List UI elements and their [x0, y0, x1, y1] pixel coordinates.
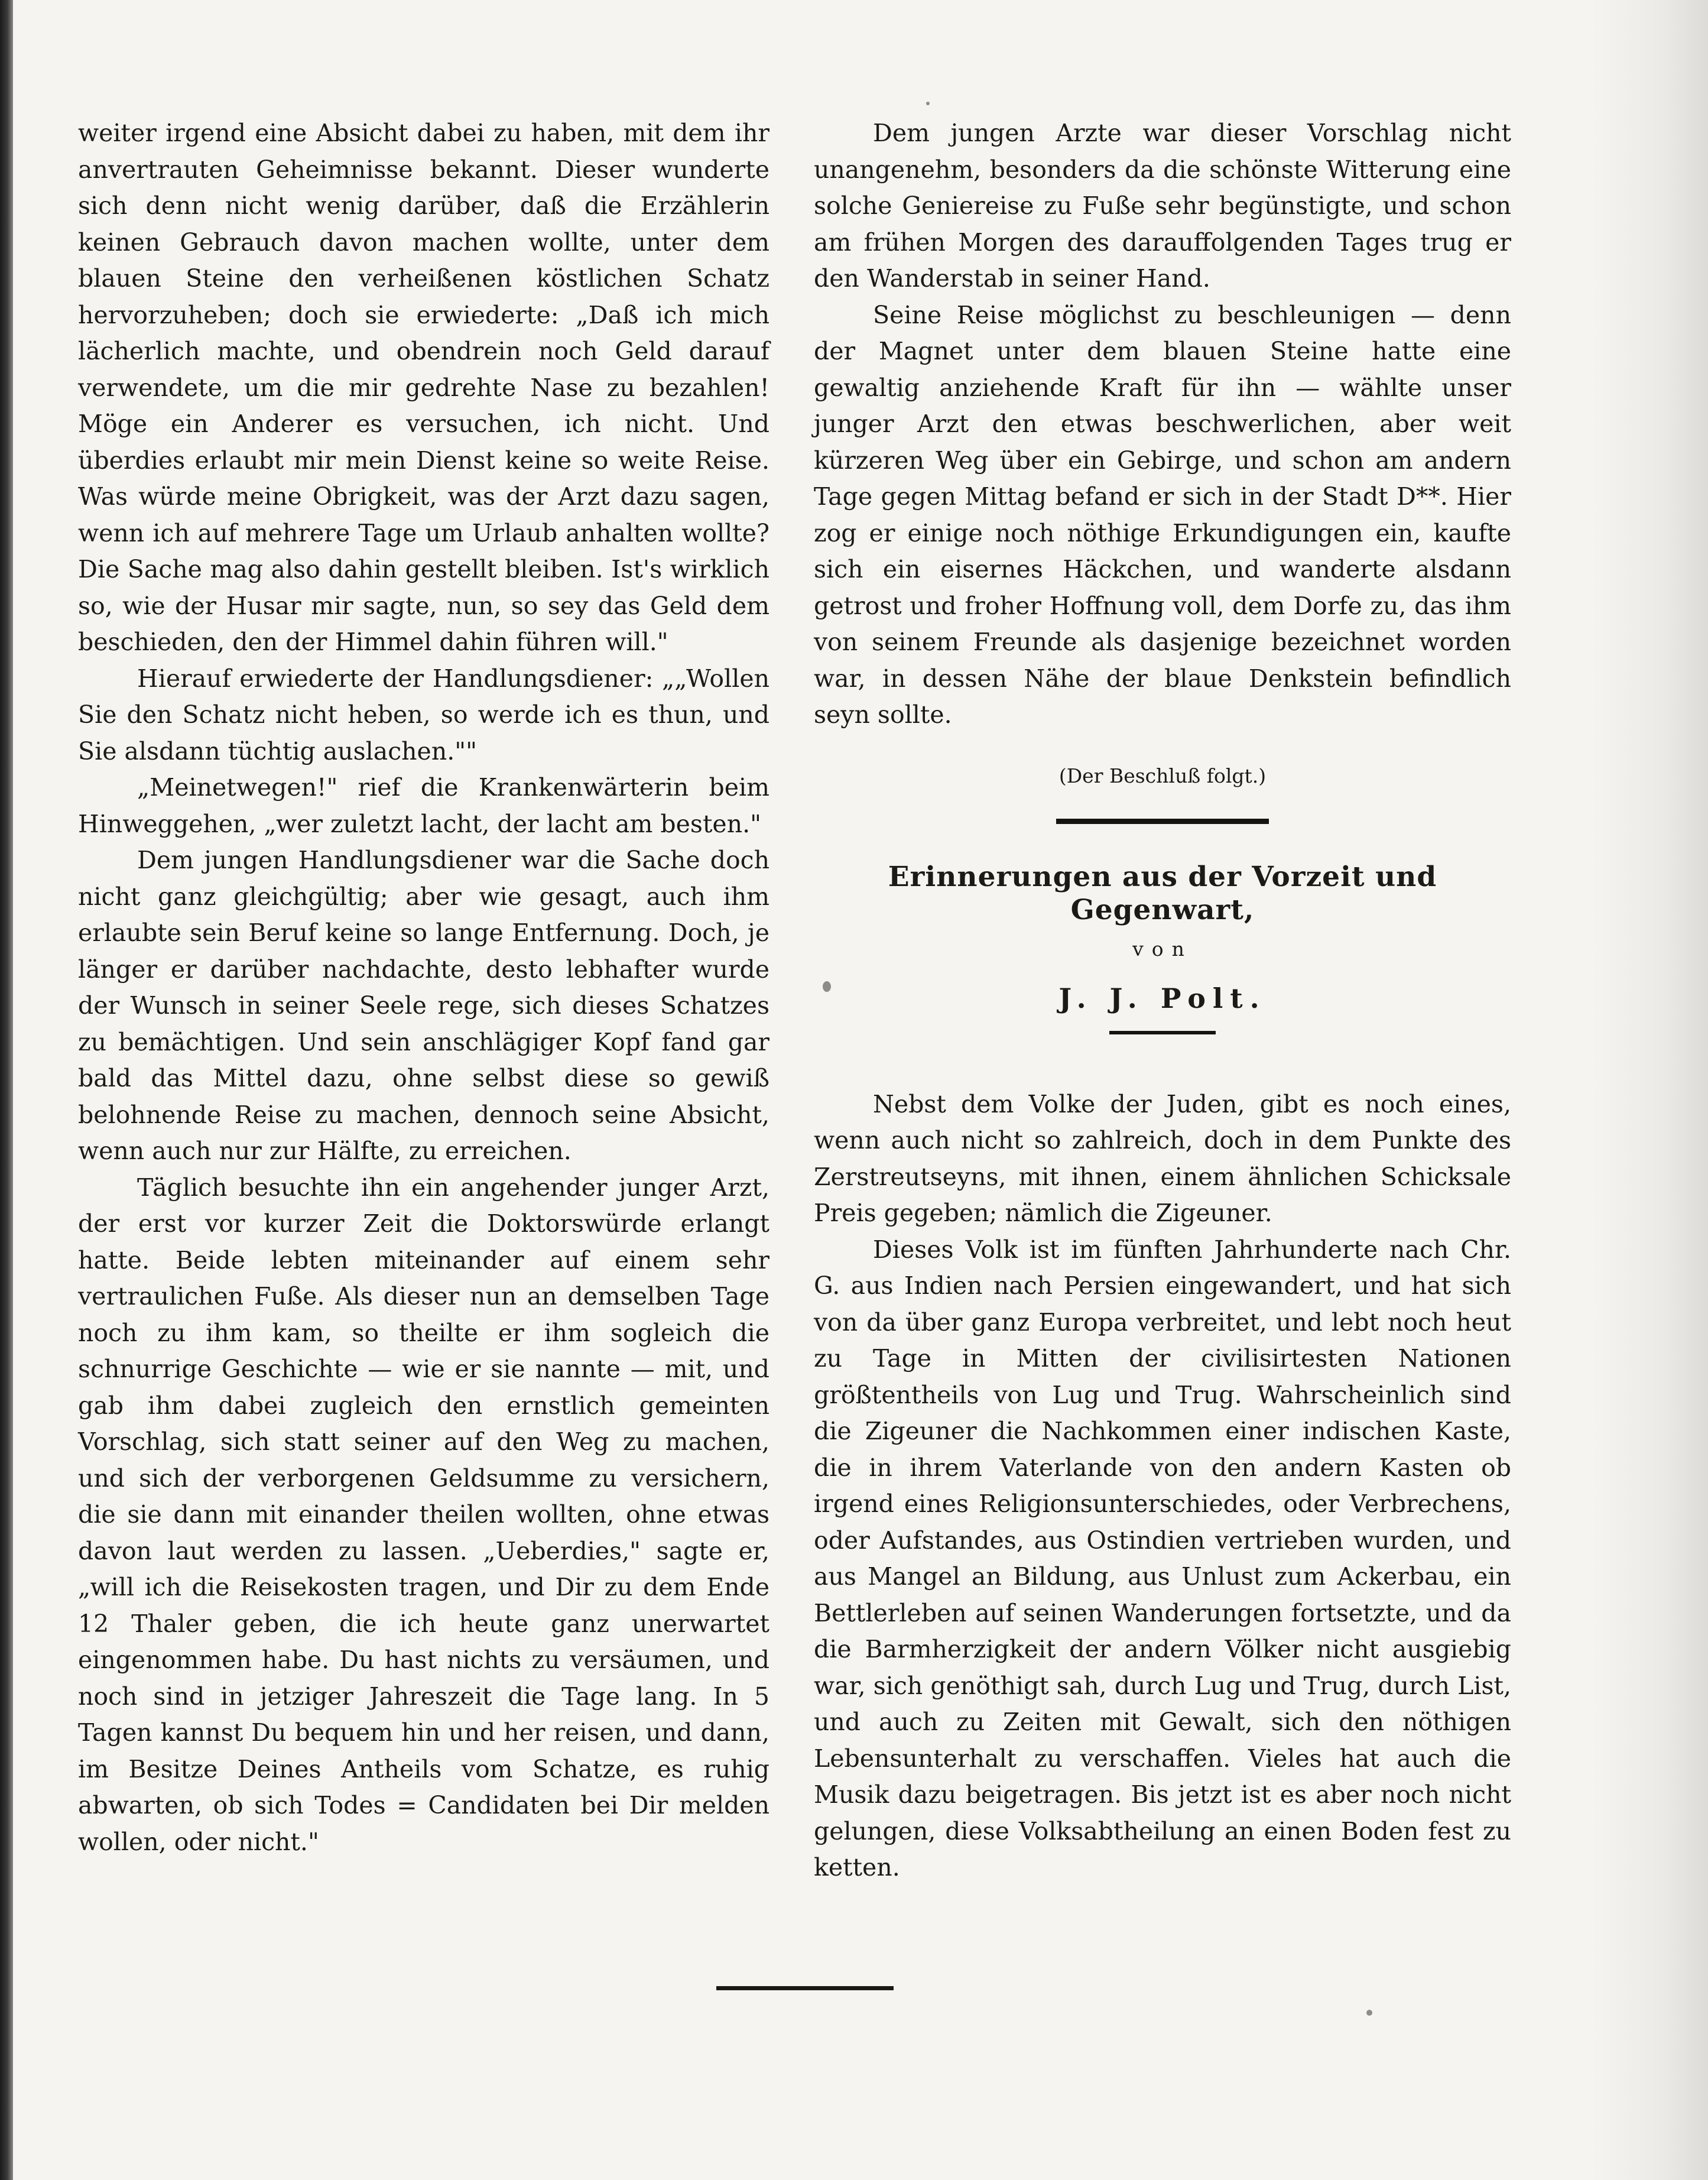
- author-name: J. J. Polt.: [1058, 982, 1267, 1014]
- paper-speck: [823, 981, 831, 992]
- right-column: [814, 115, 1511, 1886]
- byline-von: von: [1132, 937, 1193, 961]
- left-paragraph-2: Hierauf erwiederte der Handlungsdiener: „„Wollen Sie den Schatz nicht heben, so werde ich es thun, und Sie alsdann tüchtig auslachen."": [78, 664, 769, 765]
- right-paragraph-1: Dem jungen Arzte war dieser Vorschlag nicht unangenehm, besonders da die schönste Witterung eine solche Geniereise zu Fuße sehr begünstigte, und schon am frühen Morgen des darauffolgenden Tages trug er den Wanderstab in seiner Hand.: [814, 119, 1511, 293]
- section-paragraph-2: Dieses Volk ist im fünften Jahrhunderte nach Chr. G. aus Indien nach Persien eingewandert, und hat sich von da über ganz Europa verbreitet, und lebt noch heut zu Tage in Mitten der civilisirtesten Nationen größtentheils von Lug und Trug. Wahrscheinlich sind die Zigeuner die Nachkommen einer indischen Kaste, die in ihrem Vaterlande von den andern Kasten ob irgend eines Religionsunterschiedes, oder Verbrechens, oder Aufstandes, aus Ostindien vertrieben wurden, und aus Mangel an Bildung, aus Unlust zum Ackerbau, ein Bettlerleben auf seinen Wanderungen fortsetzte, und da die Barmherzigkeit der andern Völker nicht ausgiebig war, sich genöthigt sah, durch Lug und Trug, durch List, und auch zu Zeiten mit Gewalt, sich den nöthigen Lebensunterhalt zu verschaffen. Vieles hat auch die Musik dazu beigetragen. Bis jetzt ist es aber noch nicht gelungen, diese Volksabtheilung an einen Boden fest zu ketten.: [814, 1235, 1511, 1881]
- left-column: [78, 115, 769, 1860]
- page-shadow: [1590, 0, 1708, 2180]
- left-paragraph-4: Dem jungen Handlungsdiener war die Sache doch nicht ganz gleichgültig; aber wie gesagt, auch ihm erlaubte sein Beruf keine so lange Entfernung. Doch, je länger er darüber nachdachte, desto lebhafter wurde der Wunsch in seiner Seele rege, sich dieses Schatzes zu bemächtigen. Und sein anschlägiger Kopf fand gar bald das Mittel dazu, ohne selbst diese so gewiß belohnende Reise zu machen, dennoch seine Absicht, wenn auch nur zur Hälfte, zu erreichen.: [78, 846, 769, 1165]
- author-underline-rule: [1109, 1031, 1216, 1034]
- section-paragraph-1: Nebst dem Volke der Juden, gibt es noch eines, wenn auch nicht so zahlreich, doch in dem Punkte des Zerstreutseyns, mit ihnen, einem ähnlichen Schicksale Preis gegeben; nämlich die Zigeuner.: [814, 1089, 1511, 1227]
- book-page: [13, 0, 1708, 2180]
- right-paragraph-2: Seine Reise möglichst zu beschleunigen — denn der Magnet unter dem blauen Steine hatte eine gewaltig anziehende Kraft für ihn — wählte unser junger Arzt den etwas beschwerlichen, aber weit kürzeren Weg über ein Gebirge, und schon am andern Tage gegen Mittag befand er sich in der Stadt D**. Hier zog er einige noch nöthige Erkundigungen ein, kaufte sich ein eisernes Häckchen, und wanderte alsdann getrost und froher Hoffnung voll, dem Dorfe zu, das ihm von seinem Freunde als dasjenige bezeichnet worden war, in dessen Nähe der blaue Denkstein befindlich seyn sollte.: [814, 300, 1511, 729]
- section-title: Erinnerungen aus der Vorzeit und Gegenwart,: [888, 860, 1437, 926]
- paper-speck: [926, 102, 930, 105]
- continuation-note: (Der Beschluß folgt.): [1058, 764, 1267, 787]
- section-body: [814, 1086, 1511, 1886]
- left-paragraph-1: weiter irgend eine Absicht dabei zu haben, mit dem ihr anvertrauten Geheimnisse bekannt. Dieser wunderte sich denn nicht wenig darüber, daß die Erzählerin keinen Gebrauch davon machen wollte, unter dem blauen Steine den verheißenen köstlichen Schatz hervorzuheben; doch sie erwiederte: „Daß ich mich lächerlich machte, und obendrein noch Geld darauf verwendete, um die mir gedrehte Nase zu bezahlen! Möge ein Anderer es versuchen, ich nicht. Und überdies erlaubt mir mein Dienst keine so weite Reise. Was würde meine Obrigkeit, was der Arzt dazu sagen, wenn ich auf mehrere Tage um Urlaub anhalten wollte? Die Sache mag also dahin gestellt bleiben. Ist's wirklich so, wie der Husar mir sagte, nun, so sey das Geld dem beschieden, den der Himmel dahin führen will.": [78, 119, 769, 656]
- paper-speck: [1366, 2010, 1372, 2016]
- left-paragraph-5: Täglich besuchte ihn ein angehender junger Arzt, der erst vor kurzer Zeit die Doktorswürde erlangt hatte. Beide lebten miteinander auf einem sehr vertraulichen Fuße. Als dieser nun an demselben Tage noch zu ihm kam, so theilte er ihm sogleich die schnurrige Geschichte — wie er sie nannte — mit, und gab ihm dabei zugleich den ernstlich gemeinten Vorschlag, sich statt seiner auf den Weg zu machen, und sich der verborgenen Geldsumme zu versichern, die sie dann mit einander theilen wollten, ohne etwas davon laut werden zu lassen. „Ueberdies," sagte er, „will ich die Reisekosten tragen, und Dir zu dem Ende 12 Thaler geben, die ich heute ganz unerwartet eingenommen habe. Du hast nichts zu versäumen, und noch sind in jetziger Jahreszeit die Tage lang. In 5 Tagen kannst Du bequem hin und her reisen, und dann, im Besitze Deines Antheils vom Schatze, es ruhig abwarten, ob sich Todes = Candidaten bei Dir melden wollen, oder nicht.": [78, 1173, 769, 1856]
- scan-binding-edge: [0, 0, 13, 2180]
- left-paragraph-3: „Meinetwegen!" rief die Krankenwärterin beim Hinweggehen, „wer zuletzt lacht, der lacht am besten.": [78, 773, 769, 838]
- end-rule: [716, 1986, 894, 1990]
- section-divider: [1056, 819, 1269, 824]
